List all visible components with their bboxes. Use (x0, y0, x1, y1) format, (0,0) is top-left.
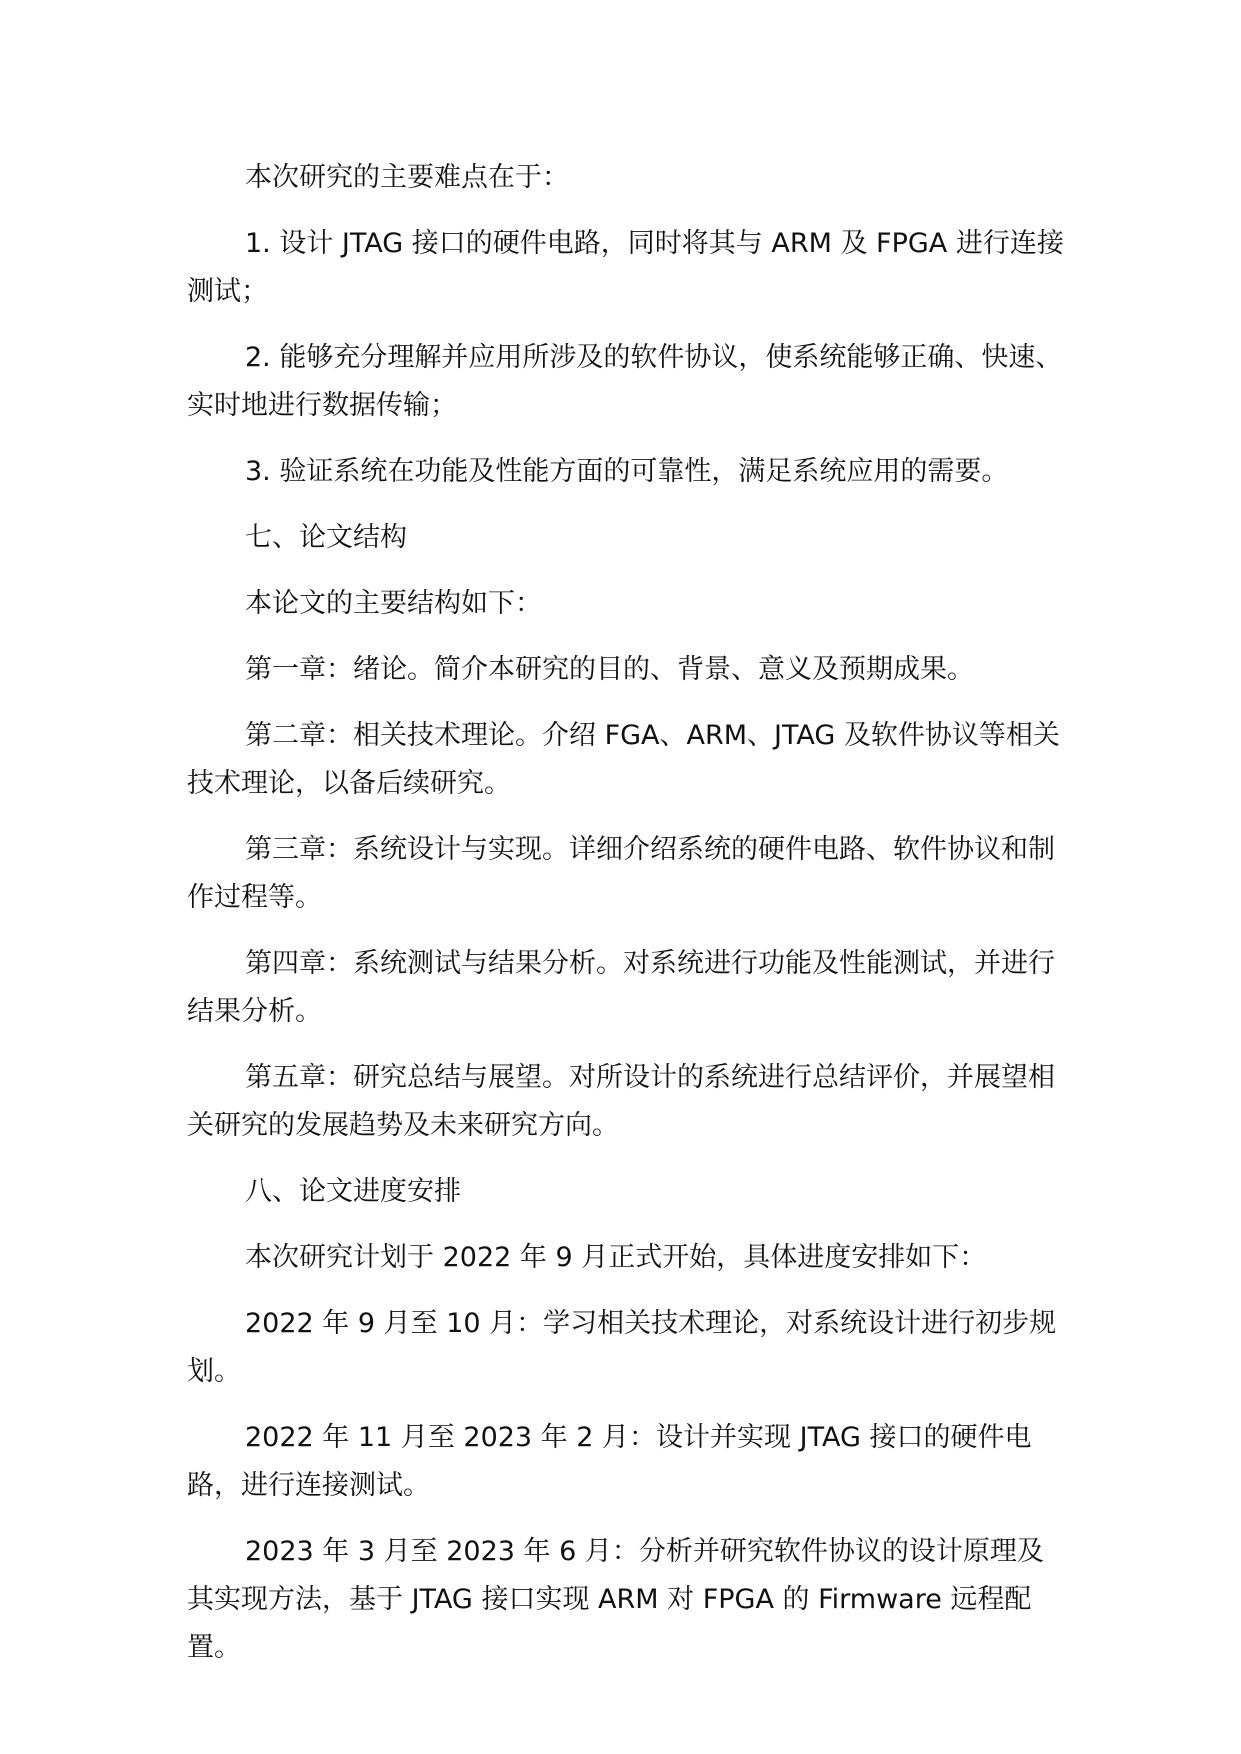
paragraph-schedule-item-1: 2022 年 9 月至 10 月：学习相关技术理论，对系统设计进行初步规划。 (187, 1308, 1057, 1387)
paragraph-chapter-4: 第四章：系统测试与结果分析。对系统进行功能及性能测试，并进行结果分析。 (187, 948, 1055, 1027)
paragraph-schedule-intro: 本次研究计划于 2022 年 9 月正式开始，具体进度安排如下： (245, 1242, 987, 1273)
paragraph-schedule-item-2: 2022 年 11 月至 2023 年 2 月：设计并实现 JTAG 接口的硬件电路，进行连接测试。 (187, 1422, 1032, 1501)
document-body (187, 154, 1067, 1690)
paragraph-difficulties-intro: 本次研究的主要难点在于： (245, 162, 569, 193)
paragraph-chapter-2: 第二章：相关技术理论。介绍 FGA、ARM、JTAG 及软件协议等相关技术理论，以备后续研究。 (187, 720, 1060, 799)
paragraph-schedule-item-3: 2023 年 3 月至 2023 年 6 月：分析并研究软件协议的设计原理及其实现方法，基于 JTAG 接口实现 ARM 对 FPGA 的 Firmware 远程配置。 (187, 1536, 1044, 1663)
paragraph-difficulty-1: 1. 设计 JTAG 接口的硬件电路，同时将其与 ARM 及 FPGA 进行连接测试； (187, 228, 1064, 307)
paragraph-structure-intro: 本论文的主要结构如下： (245, 588, 542, 619)
section-heading-schedule: 八、论文进度安排 (245, 1176, 461, 1207)
section-heading-structure: 七、论文结构 (245, 522, 407, 553)
paragraph-difficulty-2: 2. 能够充分理解并应用所涉及的软件协议，使系统能够正确、快速、实时地进行数据传输； (187, 342, 1063, 421)
paragraph-chapter-1: 第一章：绪论。简介本研究的目的、背景、意义及预期成果。 (245, 654, 974, 685)
paragraph-chapter-5: 第五章：研究总结与展望。对所设计的系统进行总结评价，并展望相关研究的发展趋势及未来研究方向。 (187, 1062, 1055, 1141)
paragraph-difficulty-3: 3. 验证系统在功能及性能方面的可靠性，满足系统应用的需要。 (245, 456, 1009, 487)
paragraph-chapter-3: 第三章：系统设计与实现。详细介绍系统的硬件电路、软件协议和制作过程等。 (187, 834, 1055, 913)
